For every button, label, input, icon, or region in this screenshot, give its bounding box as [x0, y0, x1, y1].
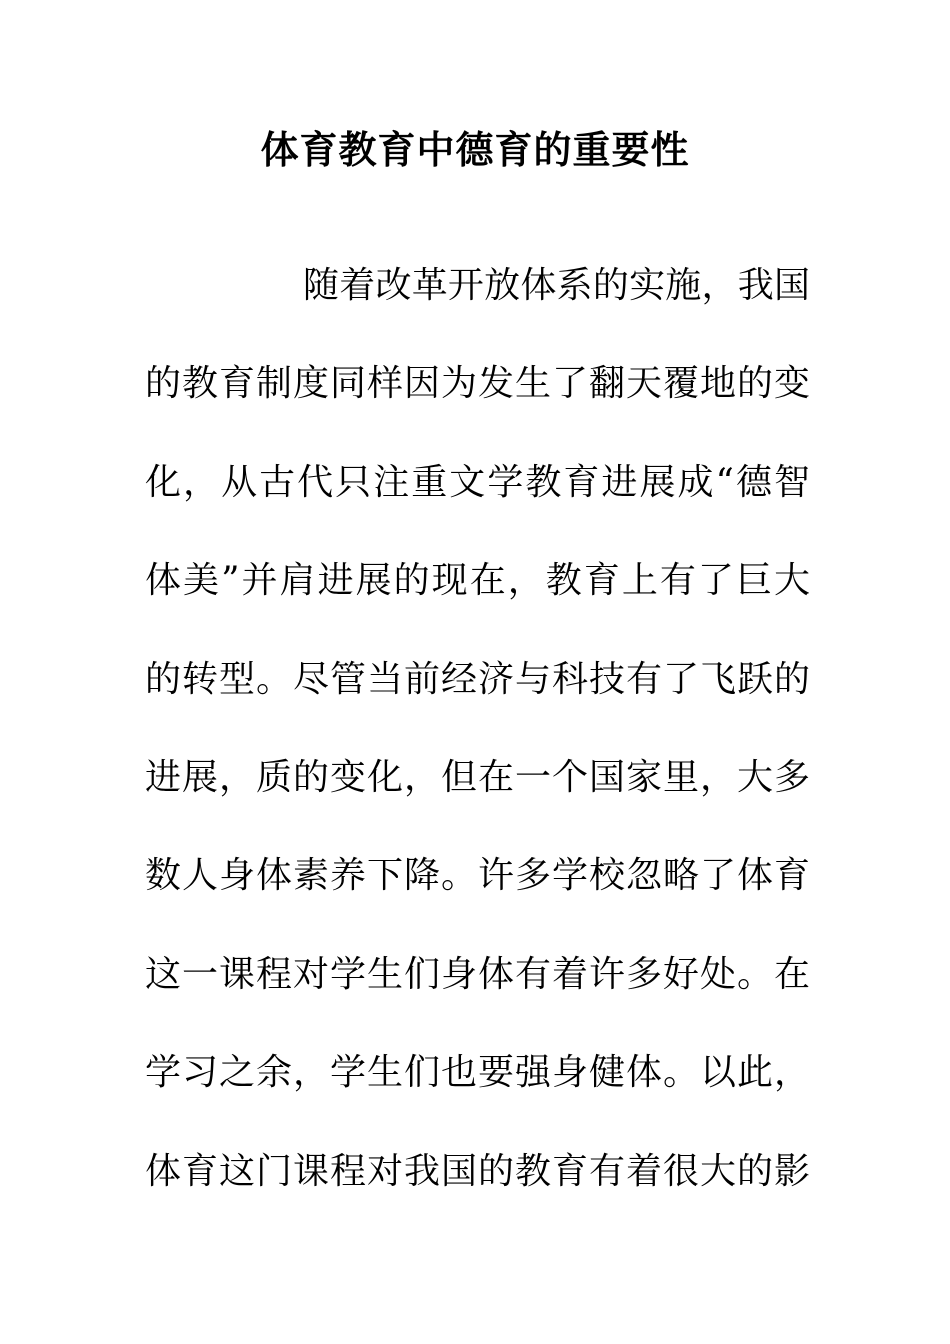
paragraph-line: 学习之余，学生们也要强身健体。以此， [145, 1052, 810, 1094]
paragraph-line: 体育这门课程对我国的教育有着很大的影 [145, 1150, 810, 1192]
paragraph-line: 进展，质的变化，但在一个国家里，大多 [145, 756, 810, 798]
body-paragraph [145, 256, 810, 1240]
paragraph-line: 体美”并肩进展的现在，教育上有了巨大 [145, 560, 810, 602]
paragraph-line: 的转型。尽管当前经济与科技有了飞跃的 [145, 658, 810, 700]
paragraph-line: 数人身体素养下降。许多学校忽略了体育 [145, 855, 810, 897]
document-title: 体育教育中德育的重要性 [260, 128, 690, 172]
paragraph-line: 的教育制度同样因为发生了翻天覆地的变 [145, 363, 810, 405]
paragraph-line: 化，从古代只注重文学教育进展成“德智 [145, 461, 810, 503]
paragraph-line: 随着改革开放体系的实施，我国 [303, 265, 810, 306]
paragraph-line: 这一课程对学生们身体有着许多好处。在 [145, 953, 810, 995]
